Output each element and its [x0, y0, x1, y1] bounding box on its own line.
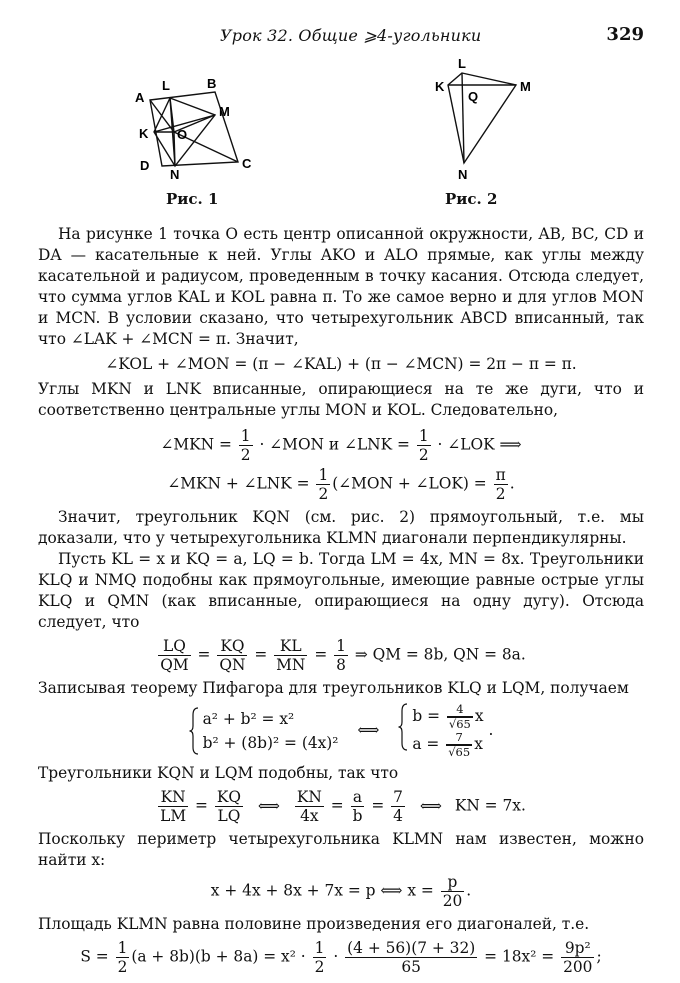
paragraph-4: Пусть KL = x и KQ = a, LQ = b. Тогда LM = 4x, MN = 8x. Треугольники KLQ и NMQ подобны как прямоугольные, имеющие равные острые углы KLQ и QMN (как вписанные, опирающиеся на одну дугу). Отсюда следует, что — [38, 550, 644, 631]
formula-7: x + 4x + 8x + 7x = p ⟺ x = $\frac{p}{20}$ . — [210, 873, 472, 910]
page-header — [0, 18, 680, 48]
quadrilateral-klmn-2 — [448, 73, 516, 163]
formula-8: S = $\frac{1}{2}$ (a + 8b)(b + 8a) = x² · $\frac{1}{2}$ · $\frac{(4 + 56)(7 + 32)}{65}$ = 18x² = $\frac{\text{9p²}}{200}$ ; — [80, 939, 602, 976]
figure-1-caption: Рис. 1 — [166, 190, 219, 208]
page-number: 329 — [606, 24, 644, 45]
fig1-label-o: O — [177, 127, 188, 142]
paragraph-5: Записывая теорему Пифагора для треугольников KLQ и LQM, получаем — [38, 679, 629, 697]
left-brace-icon — [189, 707, 199, 755]
formula-5-system: a² + b² = x² b² + (8b)² = (4x)² ⟺ b = $\frac{4}{√65}$ x a = $\frac{7}{√65}$ x . — [38, 703, 644, 759]
fig1-label-m: M — [219, 104, 230, 119]
fig1-label-n: N — [170, 167, 180, 180]
formula-3: ∠MKN + ∠LNK = $\frac{1}{2}$ (∠MON + ∠LOK) = $\frac{\pi}{2}$ . — [167, 466, 515, 503]
fig1-label-b: B — [207, 76, 217, 91]
paragraph-8: Площадь KLMN равна половине произведения его диагоналей, т.е. — [38, 915, 590, 933]
fig1-label-l: L — [162, 78, 170, 93]
formula-1: ∠KOL + ∠MON = (π − ∠KAL) + (π − ∠MCN) = 2π − π = π. — [105, 355, 577, 373]
formula-6: $\frac{KN}{LM}$ = $\frac{KQ}{LQ}$ ⟺ $\frac{KN}{4x}$ = $\frac{a}{b}$ = $\frac{7}{4}$ ⟺ KN = 7x. — [160, 788, 526, 825]
formula-2: ∠MKN = $\frac{1}{2}$ · ∠MON и ∠LNK = $\frac{1}{2}$ · ∠LOK ⟹ — [160, 427, 522, 464]
paragraph-6: Треугольники KQN и LQM подобны, так что — [38, 764, 399, 782]
formula-4: $\frac{LQ}{QM}$ = $\frac{KQ}{QN}$ = $\frac{KL}{MN}$ = $\frac{1}{8}$ ⇒ QM = 8b, QN = 8a. — [160, 637, 526, 674]
paragraph-1: На рисунке 1 точка O есть центр описанной окружности, AB, BC, CD и DA — касательные к ней. Углы AKO и ALO прямые, как углы между касательной и радиусом, проведенным в точку касания. Отсюда следует, что сумма углов KAL и KOL равна π. То же самое верно и для углов MON и MCN. В условии сказано, что четырехугольник ABCD вписанный, так что ∠LAK + ∠MCN = π. Значит, — [38, 225, 644, 348]
fig2-label-l: L — [458, 56, 466, 71]
paragraph-2: Углы MKN и LNK вписанные, опирающиеся на те же дуги, что и соответственно центральные углы MON и KOL. Следовательно, — [38, 380, 644, 419]
running-title: Урок 32. Общие ⩾4-угольники — [220, 26, 482, 45]
fig2-label-q: Q — [468, 89, 479, 104]
fig1-label-k: K — [139, 126, 149, 141]
fig1-label-c: C — [242, 156, 252, 171]
figure-1-diagram — [120, 70, 270, 180]
fig1-label-a: A — [135, 90, 145, 105]
fig1-label-d: D — [140, 158, 150, 173]
paragraph-7: Поскольку периметр четырехугольника KLMN нам известен, можно найти x: — [38, 830, 644, 869]
figure-2-caption: Рис. 2 — [445, 190, 498, 208]
body-text — [38, 224, 644, 976]
fig2-label-k: K — [435, 79, 445, 94]
fig2-label-m: M — [520, 79, 531, 94]
left-brace-icon — [398, 703, 408, 751]
paragraph-3: Значит, треугольник KQN (см. рис. 2) прямоугольный, т.е. мы доказали, что у четырехугольника KLMN диагонали перпендикулярны. — [38, 508, 644, 547]
figure-2-diagram — [420, 55, 550, 185]
fig2-label-n: N — [458, 167, 468, 182]
